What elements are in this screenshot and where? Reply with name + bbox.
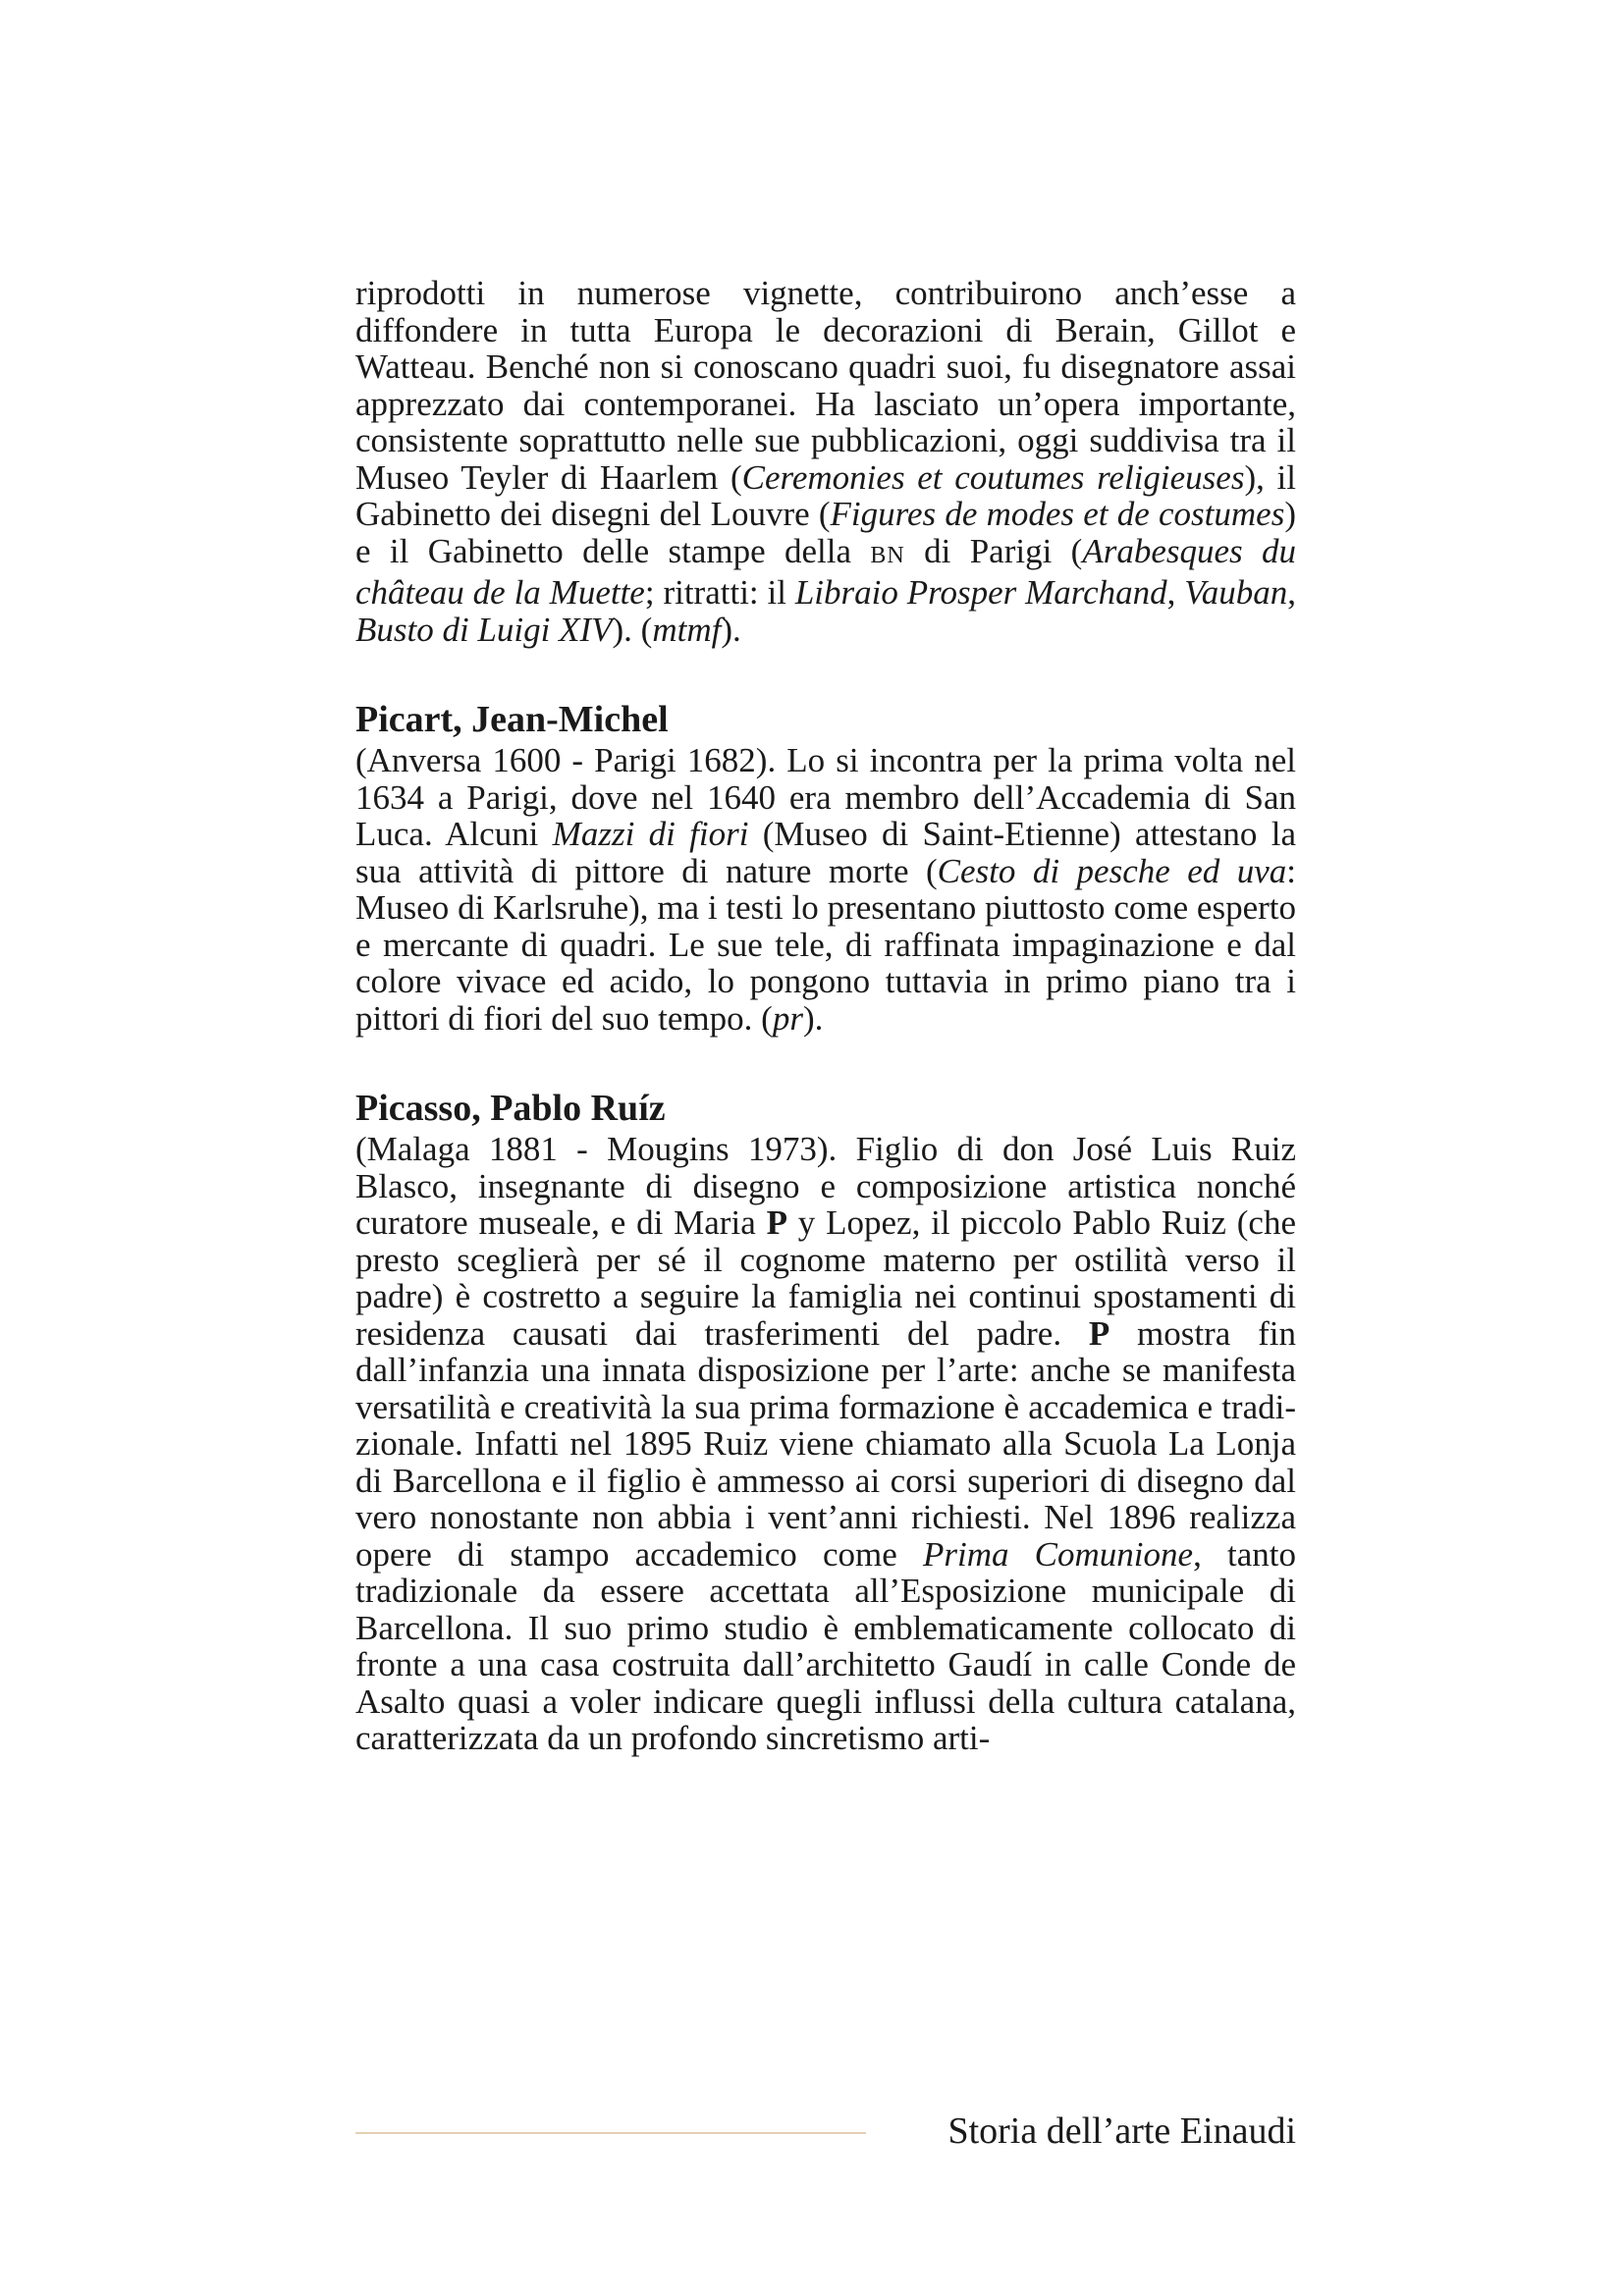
bold-abbreviation: P <box>1088 1313 1110 1353</box>
italic-title: Vauban <box>1184 573 1288 612</box>
author-initials: mtmf <box>652 610 722 649</box>
intro-paragraph: riprodotti in numerose vignette, contribuirono anch’esse a diffondere in tutta Europa le decorazioni di Berain, Gillot e Watteau. Benché non si conoscano quadri suoi, fu disegnatore assai apprezzato dai contemporanei. Ha lasciato un’opera importante, consistente soprattutto nelle sue pubblicazioni, oggi suddivisa tra il Museo Teyler di Haarlem (Ceremonies et coutumes religieuses), il Gabinetto dei disegni del Louvre (Figures de modes et de costumes) e il Gabinetto delle stampe della BN di Parigi (Arabesques du château de la Muette; ritratti: il Libraio Prosper Marchand, Vauban, Busto di Luigi XIV). (mtmf). <box>355 274 1297 649</box>
footer-rule <box>355 2132 866 2134</box>
entry-body-picasso: (Malaga 1881 - Mougins 1973). Figlio di don José Luis Ruiz Blasco, insegnante di disegno e composizione artistica nonché curatore museale, e di Maria P y Lopez, il piccolo Pablo Ruiz (che presto sceglierà per sé il cognome materno per ostilità verso il padre) è costretto a seguire la famiglia nei continui spostamenti di residenza causati dai trasferimenti del padre. P mostra fin dall’infanzia una innata disposizione per l’arte: anche se manifesta versatilità e creatività la sua prima formazione è accademica e tradizionale. Infatti nel 1895 Ruiz viene chiamato alla Scuola La Lonja di Barcellona e il figlio è ammesso ai corsi superiori di disegno dal vero nonostante non abbia i vent’anni richiesti. Nel 1896 realizza opere di stampo accademico come Prima Comunione, tanto tradizionale da essere accettata all’Esposizione municipale di Barcellona. Il suo primo studio è emblematicamente collocato di fronte a una casa costruita dall’architetto Gaudí in calle Conde de Asalto quasi a voler indicare quegli influssi della cultura catalana, caratterizzata da un profondo sincretismo arti- <box>355 1130 1297 1757</box>
footer-title: Storia dell’arte Einaudi <box>947 2110 1296 2152</box>
italic-title: Libraio Prosper Marchand <box>794 573 1167 612</box>
italic-title: Prima Comunione <box>922 1534 1194 1574</box>
italic-title: Mazzi di fiori <box>552 815 749 853</box>
abbreviation-bn: BN <box>870 542 905 568</box>
page-footer <box>355 2107 1296 2156</box>
entry-title-picasso: Picasso, Pablo Ruíz <box>355 1088 666 1129</box>
italic-title: Figures de modes et de costumes <box>830 495 1285 533</box>
italic-title: Arabesques du château de la Muette <box>355 531 1297 612</box>
italic-title: Ceremonies et coutumes religieuses <box>741 457 1245 497</box>
text-column <box>355 275 1296 1757</box>
author-initials: pr <box>772 998 803 1038</box>
italic-title: Cesto di pesche ed uva <box>937 851 1287 890</box>
entry-body-picart: (Anversa 1600 - Parigi 1682). Lo si incontra per la prima volta nel 1634 a Parigi, dove nel 1640 era membro dell’Accademia di San Luca. Alcuni Mazzi di fiori (Museo di Saint-Etienne) attestano la sua attività di pittore di nature morte (Cesto di pesche ed uva: Museo di Karlsruhe), ma i testi lo presentano piuttosto come esperto e mercante di quadri. Le sue tele, di raffinata impaginazione e dal colore vivace ed acido, lo pongono tuttavia in primo piano tra i pittori di fiori del suo tempo. (pr). <box>355 741 1297 1038</box>
entry-title-picart: Picart, Jean-Michel <box>355 699 669 740</box>
bold-abbreviation: P <box>766 1203 787 1242</box>
italic-title: Busto di Luigi XIV <box>355 610 613 649</box>
